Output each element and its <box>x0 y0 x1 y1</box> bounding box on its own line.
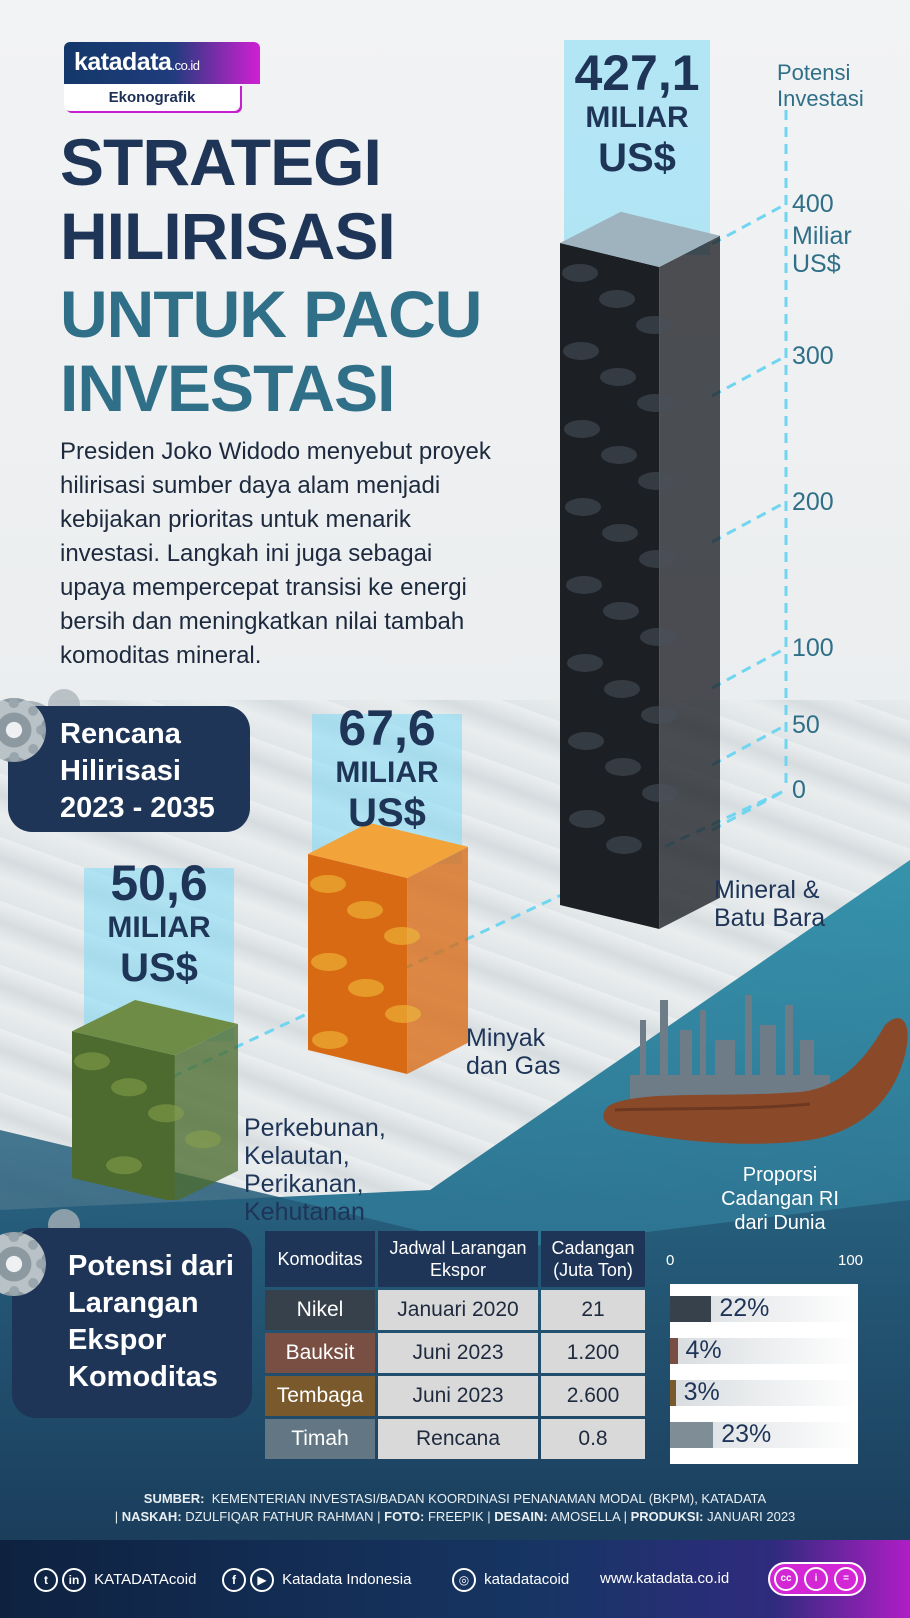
instagram-handle[interactable]: katadatacoid <box>484 1570 570 1588</box>
category-line: Kehutanan <box>244 1198 365 1226</box>
logo-text: katadata <box>74 48 172 76</box>
ban-label-line: Potensi dari <box>68 1250 234 1282</box>
y-tick-label: 300 <box>792 342 834 370</box>
column-header-jadwal: Jadwal Larangan Ekspor <box>378 1231 538 1287</box>
naskah-label: NASKAH: <box>121 1509 182 1524</box>
bar-side-face <box>407 847 468 1074</box>
export-ban-label <box>68 1248 234 1396</box>
naskah-text: DZULFIQAR FATHUR RAHMAN <box>185 1509 374 1524</box>
intro-paragraph: Presiden Joko Widodo menyebut proyek hilirisasi sumber daya alam menjadi kebijakan prioritas untuk menarik investasi. Langkah ini juga sebagai upaya mempercepat transisi ke energi bersih dan meningkatkan nilai tambah komoditas mineral. <box>60 438 491 669</box>
cell-komoditas: Tembaga <box>265 1376 375 1416</box>
source-line-2: | NASKAH: DZULFIQAR FATHUR RAHMAN | FOTO: FREEPIK | DESAIN: AMOSELLA | PRODUKSI: JANUARI 2023 <box>114 1509 796 1524</box>
bar-1 <box>308 823 468 1074</box>
title-line-1: STRATEGI <box>60 125 381 199</box>
logo-suffix: .co.id <box>171 58 200 73</box>
y-tick-label: 400 <box>792 190 834 218</box>
facebook-handle[interactable]: Katadata Indonesia <box>282 1570 412 1588</box>
axis-title-line-1: Potensi <box>777 60 851 85</box>
bar-texture <box>600 368 636 386</box>
value-currency: US$ <box>598 136 676 180</box>
proportion-title-line: Proporsi <box>742 1164 818 1186</box>
bar-texture <box>566 576 602 594</box>
produksi-text: JANUARI 2023 <box>707 1509 796 1524</box>
proportion-title-line: dari Dunia <box>734 1212 826 1234</box>
gridline <box>712 204 786 244</box>
ban-label-line: Larangan <box>68 1287 199 1319</box>
gridline <box>712 725 786 765</box>
proportion-scale-max: 100 <box>838 1252 864 1269</box>
value-currency: US$ <box>120 946 198 990</box>
no-derivatives-icon: = <box>834 1567 858 1591</box>
y-tick-label: 200 <box>792 488 834 516</box>
bar-texture <box>569 810 605 828</box>
bar-texture <box>642 784 678 802</box>
ban-label-line: Komoditas <box>68 1361 218 1393</box>
footer-social-instagram[interactable] <box>452 1568 569 1592</box>
bar-texture <box>606 836 642 854</box>
proportion-bar <box>670 1380 676 1406</box>
produksi-label: PRODUKSI: <box>630 1509 704 1524</box>
bar-texture <box>74 1052 110 1070</box>
linkedin-icon[interactable]: in <box>62 1568 86 1592</box>
table-row <box>265 1419 645 1459</box>
title-line-2: HILIRISASI <box>60 199 395 273</box>
source-line-1 <box>0 1490 910 1508</box>
bar-2 <box>560 212 720 929</box>
bar-texture <box>638 472 674 490</box>
cell-jadwal: Juni 2023 <box>378 1333 538 1373</box>
proportion-bars <box>670 1284 858 1464</box>
bar-texture <box>567 654 603 672</box>
value-number: 427,1 <box>574 45 700 101</box>
bar-value-perkebunan <box>84 855 234 991</box>
proportion-track <box>670 1338 858 1364</box>
section-label: Ekonografik <box>108 89 196 106</box>
category-line: Minyak <box>466 1024 546 1052</box>
category-label-migas <box>466 1024 561 1080</box>
twitter-handle[interactable]: KATADATAcoid <box>94 1570 197 1588</box>
bar-texture <box>641 706 677 724</box>
category-label-perkebunan <box>244 1114 386 1226</box>
cell-komoditas: Timah <box>265 1419 375 1459</box>
bar-texture <box>384 927 420 945</box>
proportion-track <box>670 1422 858 1448</box>
column-header-cadangan: Cadangan (Juta Ton) <box>541 1231 645 1287</box>
proportion-bar <box>670 1296 711 1322</box>
bar-texture <box>636 316 672 334</box>
cell-cadangan: 0.8 <box>541 1419 645 1459</box>
proportion-label: 23% <box>721 1420 772 1448</box>
table-row <box>265 1333 645 1373</box>
category-line: dan Gas <box>466 1052 561 1080</box>
gridline <box>712 502 786 542</box>
value-number: 67,6 <box>338 700 436 756</box>
cell-cadangan: 2.600 <box>541 1376 645 1416</box>
footer-website-link[interactable]: www.katadata.co.id <box>600 1570 730 1587</box>
bar-texture <box>185 1130 221 1148</box>
foto-label: FOTO: <box>384 1509 425 1524</box>
title-line-3: UNTUK PACU <box>60 277 482 351</box>
category-line: Mineral & <box>714 876 820 904</box>
bar-value-minerba <box>564 45 710 181</box>
proportion-label: 22% <box>719 1294 770 1322</box>
table-header-row <box>265 1231 645 1287</box>
y-tick-label: 100 <box>792 634 834 662</box>
bar-value-migas <box>312 700 462 836</box>
license-badge[interactable] <box>768 1562 866 1596</box>
bar-texture <box>639 550 675 568</box>
cell-jadwal: Juni 2023 <box>378 1376 538 1416</box>
bar-texture <box>564 420 600 438</box>
export-ban-table <box>262 1228 667 1468</box>
source-credits <box>0 1490 910 1526</box>
proportion-label: 4% <box>685 1336 722 1364</box>
bar-texture <box>602 524 638 542</box>
refinery-on-hand-illustration <box>600 980 910 1180</box>
bar-texture <box>148 1104 184 1122</box>
attribution-icon: i <box>804 1567 828 1591</box>
y-unit-line: US$ <box>792 250 841 278</box>
y-unit-label <box>792 222 852 278</box>
bar-texture <box>347 901 383 919</box>
gridline <box>712 356 786 396</box>
value-currency: US$ <box>348 791 426 835</box>
footer-social-twitter-linkedin[interactable] <box>34 1568 196 1592</box>
commodity-table <box>262 1228 648 1462</box>
bar-texture <box>568 732 604 750</box>
proportion-title-line: Cadangan RI <box>721 1188 839 1210</box>
value-unit: MILIAR <box>335 756 439 789</box>
value-number: 50,6 <box>110 855 208 911</box>
bar-texture <box>563 342 599 360</box>
proportion-scale-min: 0 <box>666 1252 675 1269</box>
axis-title-line-2: Investasi <box>777 86 864 111</box>
bar-texture <box>603 602 639 620</box>
creative-commons-icon: cc <box>774 1567 798 1591</box>
bar-0 <box>72 1000 238 1200</box>
value-unit: MILIAR <box>585 101 689 134</box>
category-line: Perkebunan, <box>244 1114 386 1142</box>
column-header-komoditas: Komoditas <box>265 1231 375 1287</box>
cell-komoditas: Nikel <box>265 1290 375 1330</box>
table-row <box>265 1290 645 1330</box>
proportion-track <box>670 1380 858 1406</box>
bar-texture <box>637 394 673 412</box>
proportion-bar <box>670 1338 678 1364</box>
proportion-track <box>670 1296 858 1322</box>
bar-texture <box>312 1031 348 1049</box>
title-line-4: INVESTASI <box>60 351 395 425</box>
bar-texture <box>562 264 598 282</box>
category-line: Perikanan, <box>244 1170 364 1198</box>
footer-social-facebook-youtube[interactable] <box>222 1568 411 1592</box>
youtube-icon[interactable]: ▶ <box>250 1568 274 1592</box>
cell-cadangan: 21 <box>541 1290 645 1330</box>
bar-texture <box>599 290 635 308</box>
cell-komoditas: Bauksit <box>265 1333 375 1373</box>
proportion-title <box>700 1163 860 1235</box>
bar-texture <box>311 953 347 971</box>
desain-text: AMOSELLA <box>550 1509 620 1524</box>
cell-jadwal: Rencana <box>378 1419 538 1459</box>
gridline <box>712 648 786 688</box>
bar-texture <box>640 628 676 646</box>
y-tick-label: 50 <box>792 711 820 739</box>
twitter-icon[interactable]: t <box>34 1568 58 1592</box>
category-line: Kelautan, <box>244 1142 350 1170</box>
plan-label-line: 2023 - 2035 <box>60 792 215 824</box>
desain-label: DESAIN: <box>494 1509 548 1524</box>
bar-texture <box>111 1078 147 1096</box>
source-label: SUMBER: <box>143 1491 205 1506</box>
table-row <box>265 1376 645 1416</box>
bar-texture <box>106 1156 142 1174</box>
plan-label-line: Rencana <box>60 718 181 750</box>
ban-label-line: Ekspor <box>68 1324 167 1356</box>
bar-texture <box>348 979 384 997</box>
bar-texture <box>310 875 346 893</box>
bar-texture <box>604 680 640 698</box>
y-unit-line: Miliar <box>792 222 852 250</box>
axis-title <box>777 60 864 112</box>
plan-label <box>60 716 215 827</box>
bar-side-face <box>659 236 720 929</box>
proportion-bar <box>670 1422 713 1448</box>
y-tick-label: 0 <box>792 776 806 804</box>
source-text: KEMENTERIAN INVESTASI/BADAN KOORDINASI PENANAMAN MODAL (BKPM), KATADATA <box>211 1491 767 1506</box>
bar-texture <box>601 446 637 464</box>
value-unit: MILIAR <box>107 911 211 944</box>
cell-jadwal: Januari 2020 <box>378 1290 538 1330</box>
footer-bar <box>0 1540 910 1618</box>
foto-text: FREEPIK <box>427 1509 484 1524</box>
category-label-minerba <box>714 876 825 932</box>
cell-cadangan: 1.200 <box>541 1333 645 1373</box>
bar-texture <box>385 1005 421 1023</box>
facebook-icon[interactable]: f <box>222 1568 246 1592</box>
bar-texture <box>565 498 601 516</box>
plan-label-line: Hilirisasi <box>60 755 181 787</box>
bar-texture <box>605 758 641 776</box>
proportion-label: 3% <box>683 1378 720 1406</box>
category-line: Batu Bara <box>714 904 826 932</box>
instagram-icon[interactable]: ◎ <box>452 1568 476 1592</box>
